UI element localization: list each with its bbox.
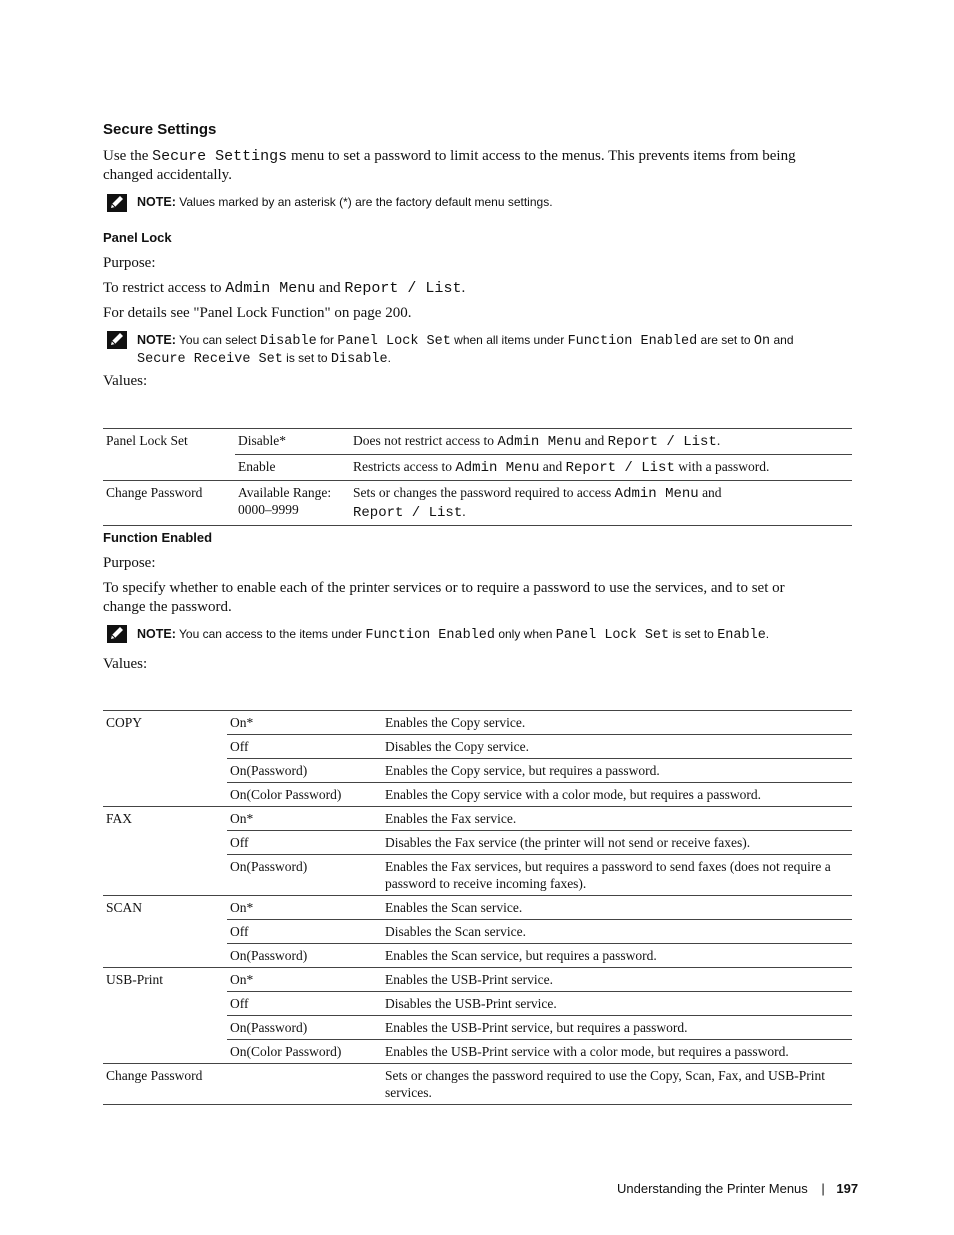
table-cell-value: Off (227, 831, 382, 855)
table-cell-desc: Disables the Scan service. (382, 920, 852, 944)
table-cell-value: Off (227, 920, 382, 944)
table-cell-desc: Disables the Copy service. (382, 735, 852, 759)
note-icon (107, 625, 127, 648)
table-cell-item: COPY (103, 711, 227, 807)
intro-paragraph: Use the Secure Settings menu to set a password to limit access to the menus. This prevents items from being changed accidentally. (103, 148, 796, 183)
panel-lock-table (103, 428, 852, 526)
table-cell-value: Off (227, 735, 382, 759)
table-cell-value: On(Password) (227, 855, 382, 896)
table-cell-item: Panel Lock Set (103, 429, 235, 481)
table-cell-desc: Enables the Fax services, but requires a password to send faxes (does not require a password to receive incoming faxes). (382, 855, 852, 896)
table-cell-desc: Enables the Fax service. (382, 807, 852, 831)
footer-text: Understanding the Printer Menus (617, 1181, 808, 1196)
table-cell-value: On(Password) (227, 759, 382, 783)
table-cell-desc: Sets or changes the password required to use the Copy, Scan, Fax, and USB-Print services. (382, 1064, 852, 1105)
table-cell-desc: Enables the Copy service. (382, 711, 852, 735)
table-row (103, 429, 852, 455)
table-cell-item: Change Password (103, 1064, 227, 1105)
table-cell-value: On* (227, 896, 382, 920)
table-cell-desc: Enables the USB-Print service with a color mode, but requires a password. (382, 1040, 852, 1064)
table-cell-desc: Enables the Scan service. (382, 896, 852, 920)
table-cell-desc: Enables the Copy service, but requires a password. (382, 759, 852, 783)
table-cell-item: Change Password (103, 481, 235, 526)
table-cell-desc: Disables the Fax service (the printer will not send or receive faxes). (382, 831, 852, 855)
table-cell-desc: Enables the Scan service, but requires a password. (382, 944, 852, 968)
table-cell-desc: Enables the Copy service with a color mode, but requires a password. (382, 783, 852, 807)
table-row (103, 711, 852, 735)
function-enabled-title: Function Enabled (103, 530, 213, 545)
table-cell-item: USB-Print (103, 968, 227, 1064)
table-cell-desc: Enables the USB-Print service. (382, 968, 852, 992)
table-cell-value: On(Password) (227, 1016, 382, 1040)
note-icon (107, 331, 127, 354)
table-cell-item: FAX (103, 807, 227, 896)
table-cell-value: Disable* (235, 429, 350, 455)
table-cell-value: Available Range: 0000–9999 (235, 481, 350, 526)
table-cell-desc: Does not restrict access to Admin Menu and Report / List. (350, 429, 852, 455)
table-cell-desc: Enables the USB-Print service, but requires a password. (382, 1016, 852, 1040)
panel-lock-note: NOTE: You can select Disable for Panel Lock Set when all items under Function Enabled are set to On and Secure Receive Set is set to Disable. (137, 333, 794, 367)
panel-lock-purpose: To restrict access to Admin Menu and Report / List. (103, 280, 466, 297)
note-asterisk: NOTE: Values marked by an asterisk (*) are the factory default menu settings. (137, 195, 553, 209)
table-cell-desc: Disables the USB-Print service. (382, 992, 852, 1016)
panel-lock-title: Panel Lock (103, 230, 172, 245)
function-enabled-note: NOTE: You can access to the items under Function Enabled only when Panel Lock Set is set to Enable. (137, 627, 770, 643)
footer-divider: | (821, 1181, 825, 1196)
table-cell-value: On* (227, 968, 382, 992)
table-cell-value: Off (227, 992, 382, 1016)
panel-lock-values-label: Values: (103, 373, 148, 389)
table-row (103, 968, 852, 992)
table-row (103, 896, 852, 920)
table-cell-desc: Restricts access to Admin Menu and Report / List with a password. (350, 455, 852, 481)
table-row (103, 481, 852, 526)
panel-lock-purpose-label: Purpose: (103, 255, 156, 271)
function-enabled-purpose-label: Purpose: (103, 555, 156, 571)
page-number: 197 (836, 1181, 859, 1196)
table-cell-value (227, 1064, 382, 1105)
table-cell-value: On(Color Password) (227, 783, 382, 807)
function-enabled-values-label: Values: (103, 656, 148, 672)
page-footer (617, 1181, 858, 1196)
table-row (103, 1064, 852, 1105)
table-cell-value: On* (227, 711, 382, 735)
table-row (103, 807, 852, 831)
section-title: Secure Settings (103, 121, 217, 138)
table-cell-value: On* (227, 807, 382, 831)
note-icon (107, 194, 127, 217)
table-cell-value: On(Password) (227, 944, 382, 968)
table-cell-value: On(Color Password) (227, 1040, 382, 1064)
function-enabled-table (103, 710, 852, 1105)
table-cell-desc: Sets or changes the password required to access Admin Menu and Report / List. (350, 481, 852, 526)
panel-lock-details: For details see "Panel Lock Function" on page 200. (103, 305, 412, 321)
table-cell-value: Enable (235, 455, 350, 481)
function-enabled-purpose: To specify whether to enable each of the printer services or to require a password to use the services, and to set or change the password. (103, 580, 785, 615)
table-cell-item: SCAN (103, 896, 227, 968)
